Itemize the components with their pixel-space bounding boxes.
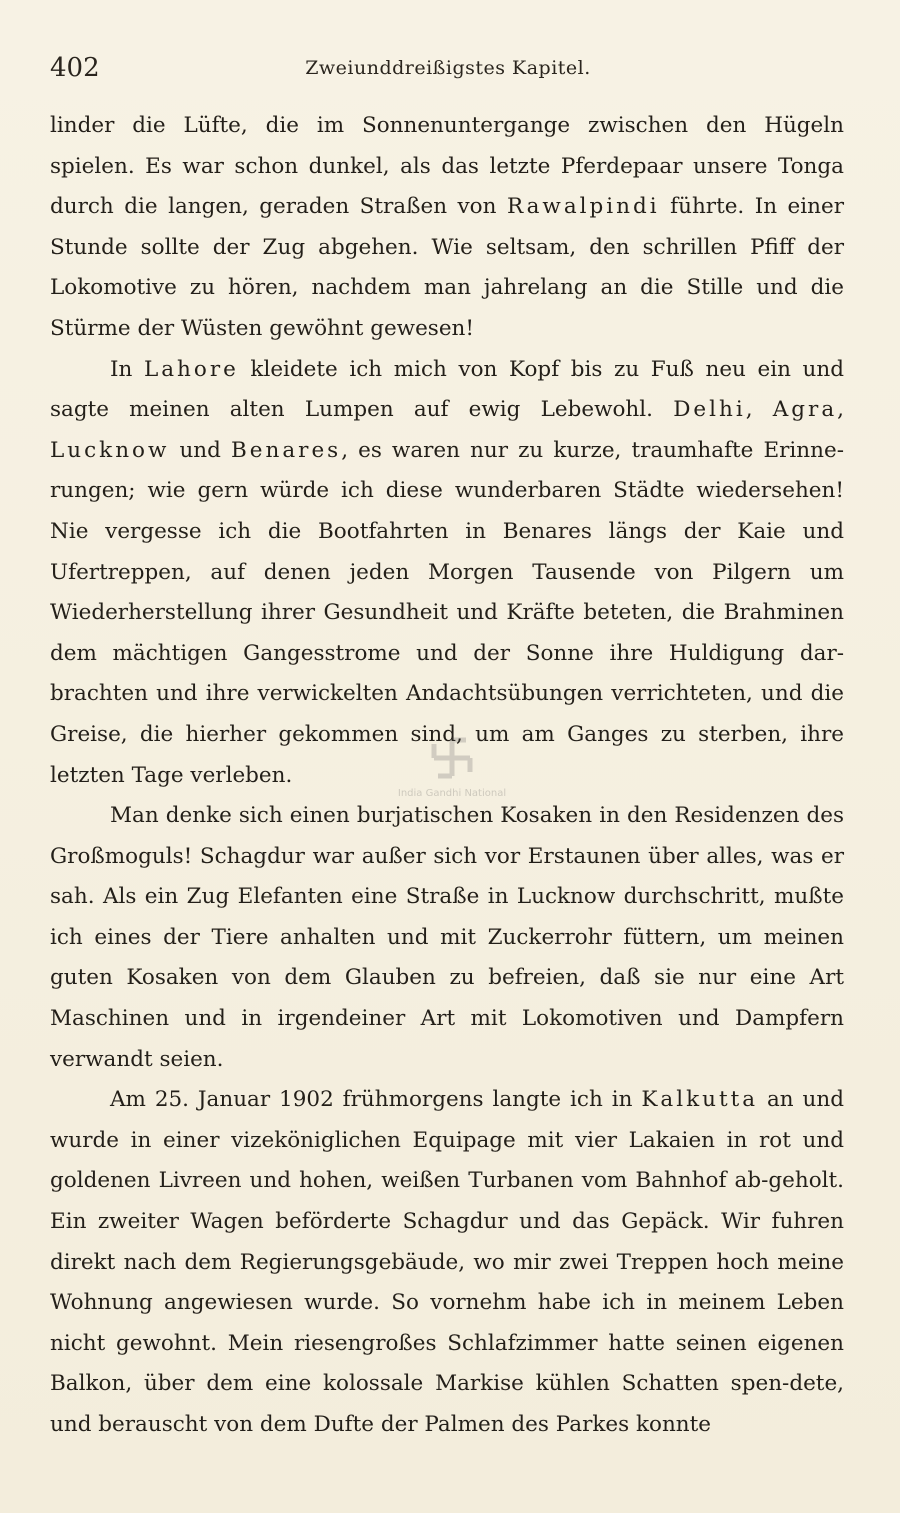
paragraph	[50, 106, 844, 350]
text-run: ,	[745, 397, 773, 423]
text-run: an und wurde in einer vizeköniglichen Equipage mit vier Lakaien in rot und goldenen Livreen und hohen, weißen Turbanen vom Bahnhof ab-geholt. Ein zweiter Wagen beförderte Schagdur und das Gepäck. Wir fuhren direkt nach dem Regierungsgebäude, wo mir zwei Treppen hoch meine Wohnung angewiesen wurde. So vornehm habe ich in meinem Leben nicht gewohnt. Mein riesengroßes Schlafzimmer hatte seinen eigenen Balkon, über dem eine kolossale Markise kühlen Schatten spen-dete, und berauscht von dem Dufte der Palmen des Parkes konnte	[50, 1087, 844, 1437]
text-run: Am 25. Januar 1902 frühmorgens langte ich in	[110, 1087, 642, 1113]
text-run: und	[169, 437, 231, 463]
text-run: In	[110, 356, 144, 382]
spaced-place-name: Lahore	[143, 356, 239, 382]
spaced-place-name: Delhi	[673, 397, 746, 423]
paragraph	[50, 350, 844, 797]
page-header	[50, 50, 846, 86]
body-text	[50, 106, 844, 1446]
spaced-place-name: Benares	[230, 437, 342, 463]
spaced-place-name: Agra	[772, 397, 838, 423]
spaced-place-name: Kalkutta	[641, 1087, 759, 1113]
page-number: 402	[50, 53, 100, 83]
text-run: ,	[837, 397, 844, 423]
text-run: Man denke sich einen burjatischen Kosaken in den Residenzen des Großmoguls! Schagdur war außer sich vor Erstaunen über alles, was er sah. Als ein Zug Elefanten eine Straße in Lucknow durchschritt, mußte ich eines der Tiere anhalten und mit Zuckerrohr füttern, um meinen guten Kosaken von dem Glauben zu befreien, daß sie nur eine Art Maschinen und in irgendeiner Art mit Lokomotiven und Dampfern verwandt seien.	[50, 803, 844, 1072]
text-run: führte. In einer Stunde sollte der Zug abgehen. Wie seltsam, den schrillen Pfiff der Lokomotive zu hören, nachdem man jahrelang an die Stille und die Stürme der Wüsten gewöhnt gewesen!	[50, 194, 845, 341]
text-run: kleidete ich mich von Kopf bis zu Fuß neu ein und sagte meinen alten Lumpen auf ewig Lebewohl.	[50, 356, 844, 423]
paragraph	[50, 1080, 844, 1445]
spaced-place-name: Lucknow	[50, 437, 170, 463]
paragraph	[50, 796, 844, 1080]
text-run: linder die Lüfte, die im Sonnenuntergange zwischen den Hügeln spielen. Es war schon dunkel, als das letzte Pferdepaar unsere Tonga durch die langen, geraden Straßen von	[50, 113, 844, 220]
text-run: , es waren nur zu kurze, traumhafte Erinne-rungen; wie gern würde ich diese wunderbaren Städte wiedersehen! Nie vergesse ich die Bootfahrten in Benares längs der Kaie und Ufertreppen, auf denen jeden Morgen Tausende von Pilgern um Wiederherstellung ihrer Gesundheit und Kräfte beteten, die Brahminen dem mächtigen Gangesstrome und der Sonne ihre Huldigung dar-brachten und ihre verwickelten Andachtsübungen verrichteten, und die Greise, die hierher gekommen sind, um am Ganges zu sterben, ihre letzten Tage verleben.	[50, 437, 844, 788]
running-head: Zweiunddreißigstes Kapitel.	[305, 57, 591, 79]
watermark-text: India Gandhi National	[397, 788, 507, 799]
spaced-place-name: Rawalpindi	[506, 194, 660, 220]
